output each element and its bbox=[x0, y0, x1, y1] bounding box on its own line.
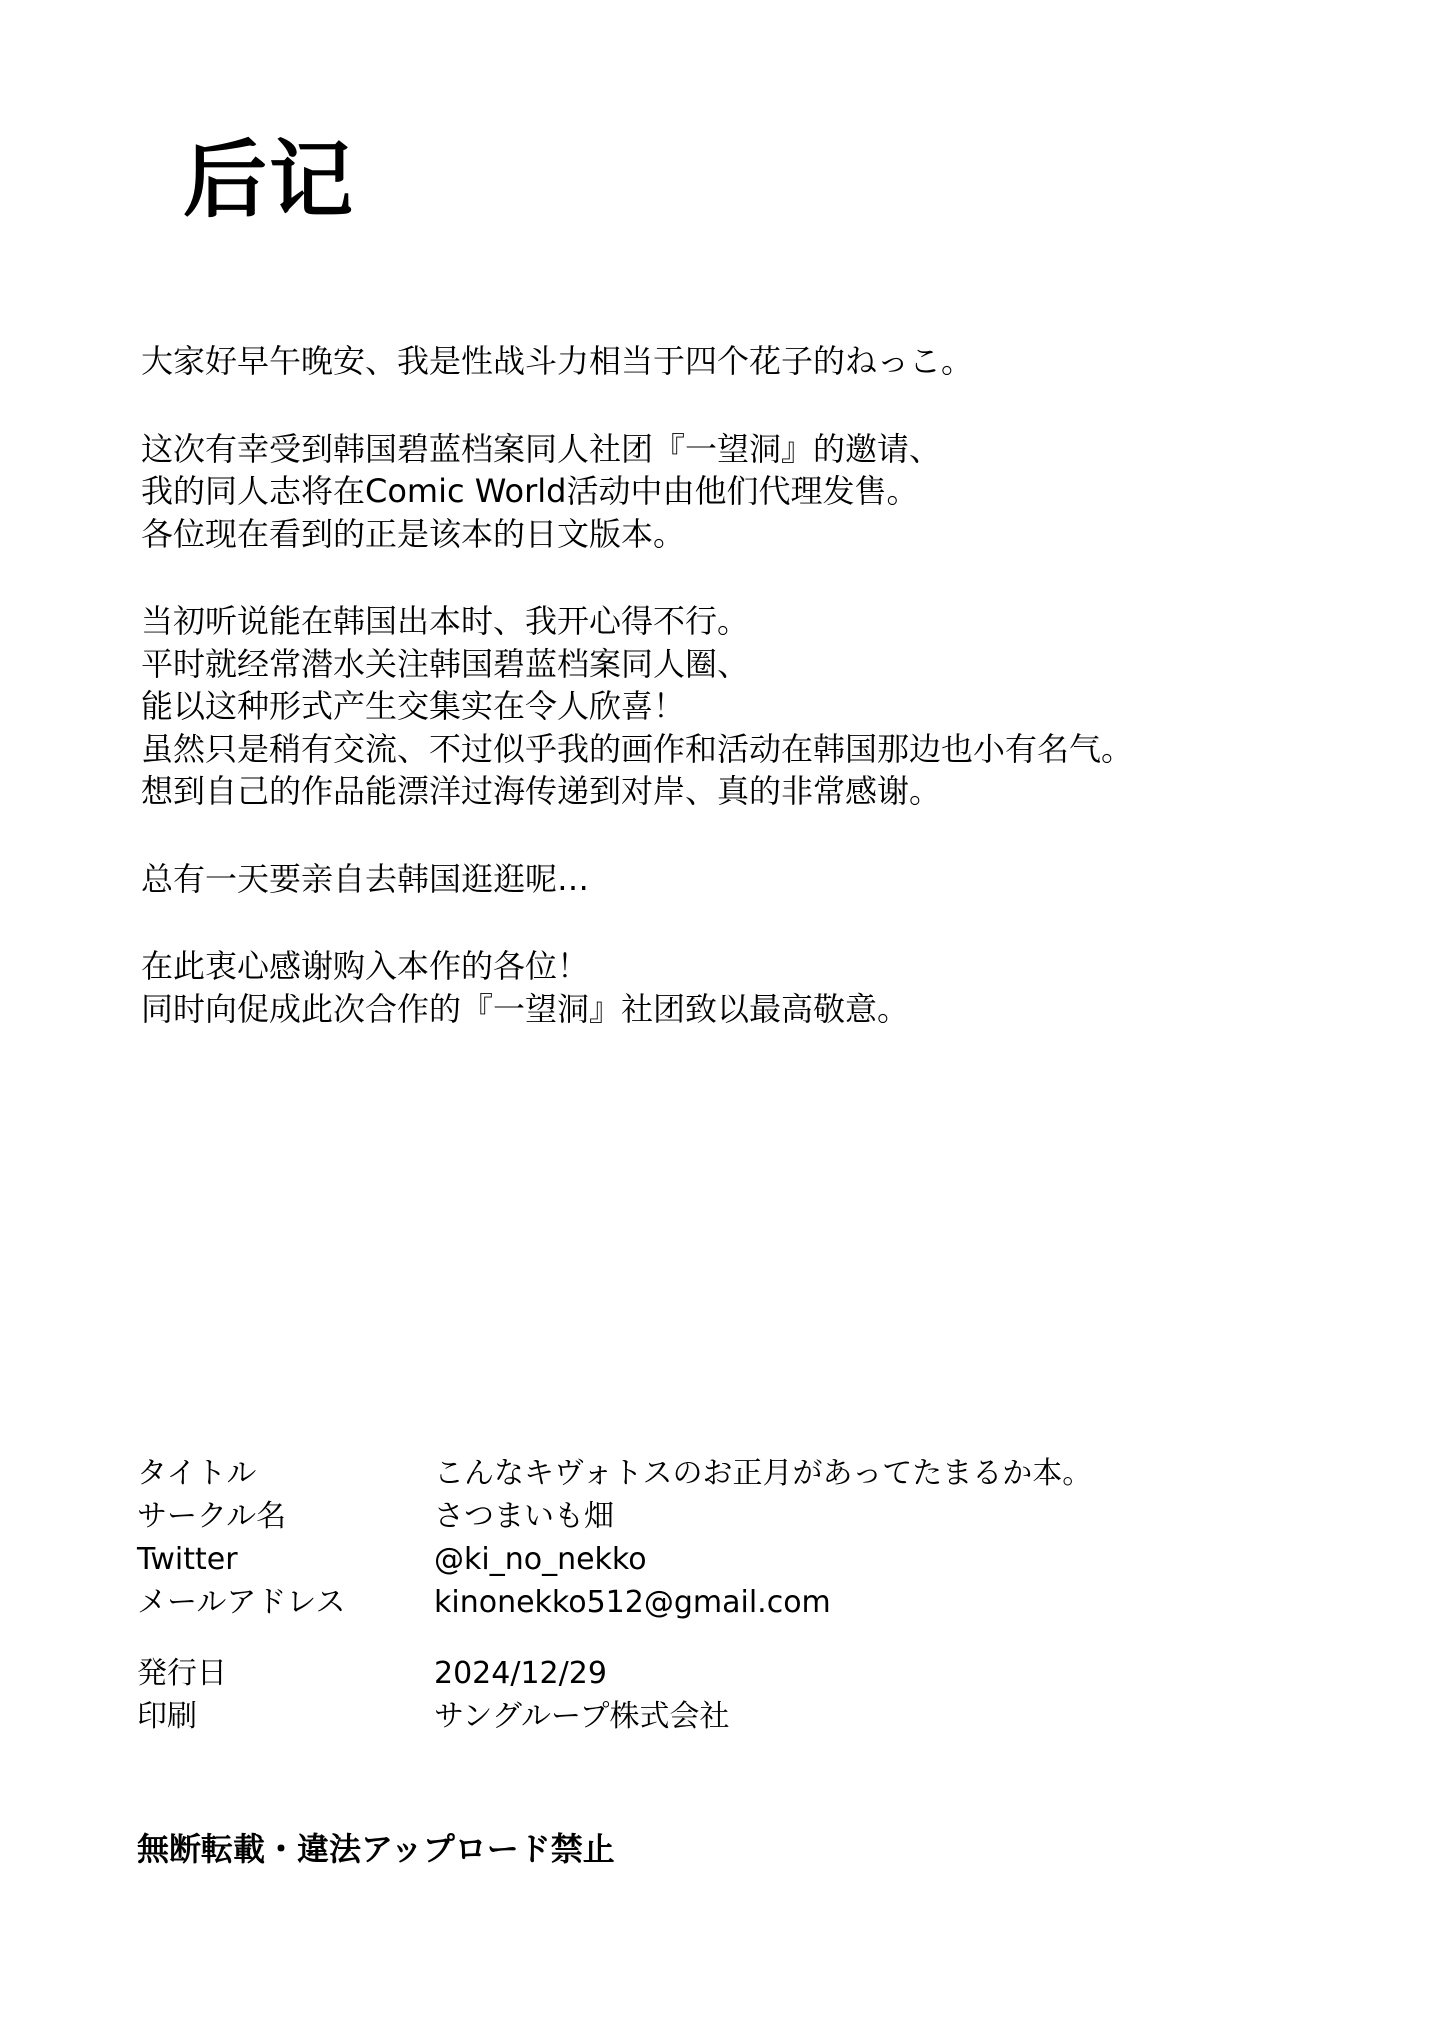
colophon-value: こんなキヴォトスのお正月があってたまるか本。 bbox=[434, 1456, 1093, 1491]
text-line: 总有一天要亲自去韩国逛逛呢… bbox=[141, 859, 590, 898]
colophon-label: Twitter bbox=[137, 1542, 238, 1577]
colophon-value: @ki_no_nekko bbox=[434, 1542, 647, 1577]
text-line: 平时就经常潜水关注韩国碧蓝档案同人圈、 bbox=[141, 644, 750, 683]
colophon-label: サークル名 bbox=[137, 1499, 287, 1534]
colophon-row-circle bbox=[137, 1495, 1337, 1538]
text-line: 我的同人志将在Comic World活动中由他们代理发售。 bbox=[141, 472, 919, 510]
paragraph-visit bbox=[141, 858, 1361, 901]
afterword-body bbox=[141, 340, 1361, 1075]
colophon-value: kinonekko512@gmail.com bbox=[434, 1585, 831, 1620]
colophon-label: 発行日 bbox=[137, 1656, 227, 1691]
page-title: 后记 bbox=[183, 131, 356, 229]
colophon-row-twitter bbox=[137, 1538, 1337, 1581]
colophon-value: 2024/12/29 bbox=[434, 1656, 607, 1691]
text-line: 想到自己的作品能漂洋过海传递到对岸、真的非常感谢。 bbox=[141, 772, 942, 810]
colophon-label: タイトル bbox=[137, 1456, 257, 1491]
colophon-row-email bbox=[137, 1581, 1337, 1624]
text-line: 同时向促成此次合作的『一望洞』社团致以最高敬意。 bbox=[141, 989, 910, 1028]
paragraph-thanks bbox=[141, 945, 1361, 1030]
paragraph-feelings bbox=[141, 600, 1361, 813]
text-line: 大家好早午晚安、我是性战斗力相当于四个花子的ねっこ。 bbox=[141, 342, 974, 380]
text-line: 各位现在看到的正是该本的日文版本。 bbox=[141, 514, 686, 553]
colophon-label: メールアドレス bbox=[137, 1585, 346, 1620]
colophon-row-title bbox=[137, 1452, 1337, 1495]
paragraph-invitation bbox=[141, 428, 1361, 556]
colophon-label: 印刷 bbox=[137, 1699, 197, 1734]
text-line: 在此衷心感谢购入本作的各位！ bbox=[141, 947, 590, 985]
colophon-value: サングループ株式会社 bbox=[434, 1699, 730, 1734]
text-line: 这次有幸受到韩国碧蓝档案同人社团『一望洞』的邀请、 bbox=[141, 429, 942, 468]
colophon-value: さつまいも畑 bbox=[434, 1499, 614, 1534]
text-line: 当初听说能在韩国出本时、我开心得不行。 bbox=[141, 602, 750, 640]
text-line: 虽然只是稍有交流、不过似乎我的画作和活动在韩国那边也小有名气。 bbox=[141, 729, 1134, 768]
text-line: 能以这种形式产生交集实在令人欣喜！ bbox=[141, 687, 686, 725]
colophon bbox=[137, 1452, 1337, 1766]
colophon-row-printer bbox=[137, 1695, 1337, 1738]
paragraph-greeting bbox=[141, 340, 1361, 383]
reproduction-notice: 無断転載・違法アップロード禁止 bbox=[137, 1830, 615, 1868]
colophon-row-date bbox=[137, 1652, 1337, 1695]
colophon-publication-info bbox=[137, 1452, 1337, 1624]
colophon-print-info bbox=[137, 1652, 1337, 1738]
